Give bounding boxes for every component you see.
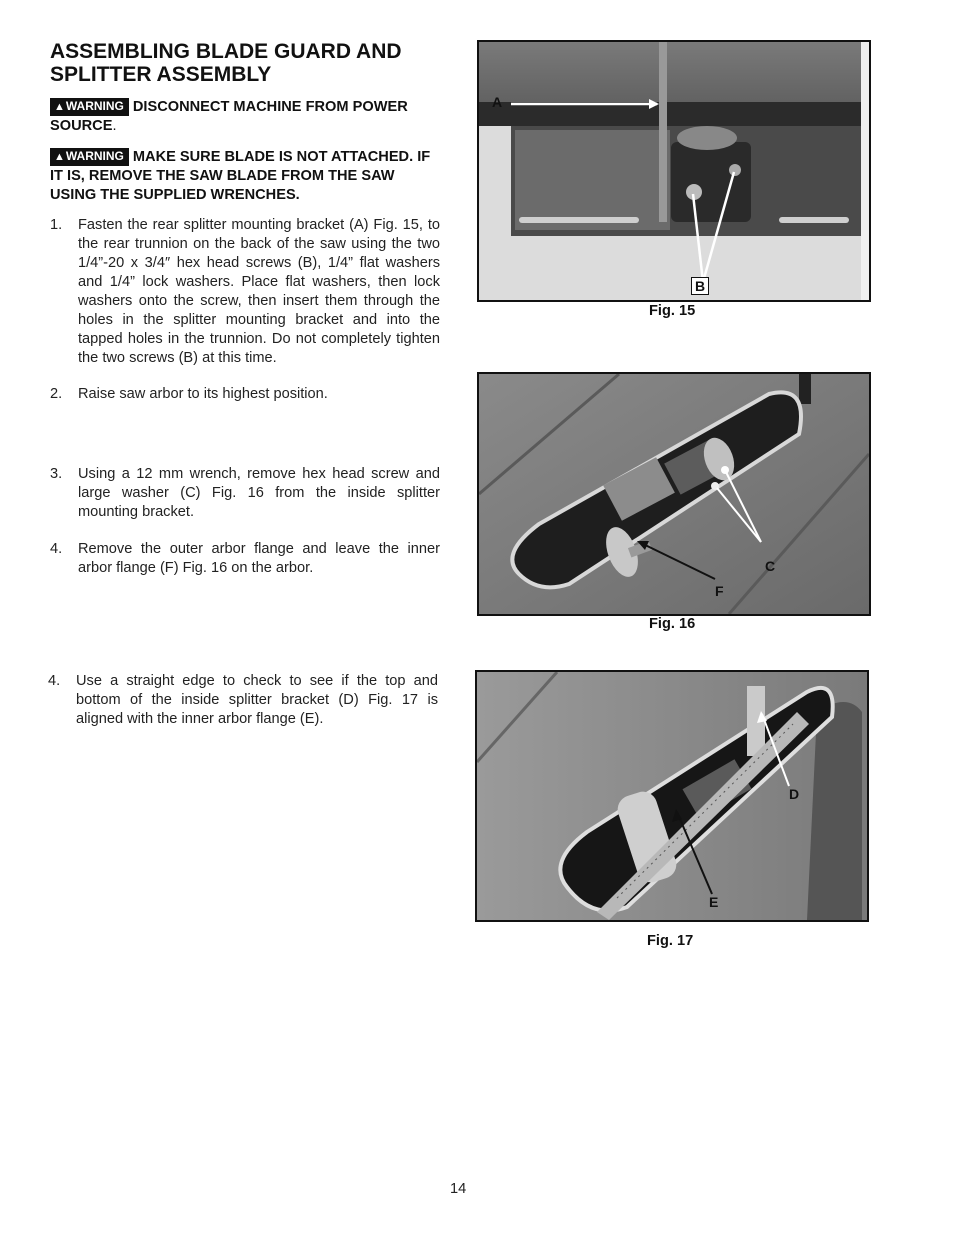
warning-suffix: . (112, 118, 117, 134)
warning-remove-blade (50, 148, 440, 205)
figure-15-photo (477, 40, 871, 302)
step-number: 3. (50, 466, 63, 482)
step-text: Use a straight edge to check to see if the top and bottom of the inside splitter bracket (D) Fig. 17 is aligned with the inner arbor flange (E). (76, 673, 438, 727)
figure-15-caption: Fig. 15 (649, 303, 696, 319)
section-title: ASSEMBLING BLADE GUARD AND SPLITTER ASSEMBLY (50, 40, 402, 86)
figure-16-illustration (479, 374, 869, 614)
page-number: 14 (450, 1181, 467, 1197)
step-text: Using a 12 mm wrench, remove hex head screw and large washer (C) Fig. 16 from the inside splitter mounting bracket. (78, 466, 440, 520)
figure-17-caption: Fig. 17 (647, 933, 694, 949)
callout-a: A (492, 94, 503, 110)
figure-16-photo (477, 372, 871, 616)
step-text: Fasten the rear splitter mounting bracket (A) Fig. 15, to the rear trunnion on the back of the saw using the two 1/4”-20 x 3/4″ hex head screws (B), 1/4” flat washers and 1/4” lock washers. Place flat washers, then lock washers onto the screw, then insert them through the holes in the splitter mounting bracket and into the tapped holes in the trunnion. Do not completely tighten the two screws (B) at this time. (78, 217, 440, 366)
step-4b (48, 672, 438, 729)
step-text: Remove the outer arbor flange and leave the inner arbor flange (F) Fig. 16 on the arbor. (78, 541, 440, 576)
step-3 (50, 465, 440, 522)
figure-15-illustration (479, 42, 869, 300)
callout-c: C (765, 558, 776, 574)
step-1 (50, 216, 440, 368)
step-2 (50, 385, 440, 404)
callout-d: D (789, 786, 800, 802)
step-number: 1. (50, 217, 63, 233)
step-number: 2. (50, 386, 63, 402)
warning-triangle-icon: ▲ (54, 101, 65, 113)
callout-e: E (709, 894, 719, 910)
warning-text: DISCONNECT MACHINE FROM POWER SOURCE (50, 99, 408, 134)
warning-badge: ▲WARNING (50, 148, 129, 166)
warning-badge: ▲WARNING (50, 98, 129, 116)
callout-b: B (691, 278, 709, 294)
warning-text: MAKE SURE BLADE IS NOT ATTACHED. IF IT IS, REMOVE THE SAW BLADE FROM THE SAW USING THE SUPPLIED WRENCHES. (50, 149, 431, 203)
step-4 (50, 540, 440, 578)
step-number: 4. (50, 541, 63, 557)
figure-17-photo (475, 670, 869, 922)
callout-f: F (715, 583, 724, 599)
warning-triangle-icon: ▲ (54, 151, 65, 163)
step-text: Raise saw arbor to its highest position. (78, 386, 328, 402)
warning-disconnect-power (50, 98, 440, 136)
figure-17-illustration (477, 672, 867, 920)
step-number: 4. (48, 673, 61, 689)
figure-16-caption: Fig. 16 (649, 616, 696, 632)
